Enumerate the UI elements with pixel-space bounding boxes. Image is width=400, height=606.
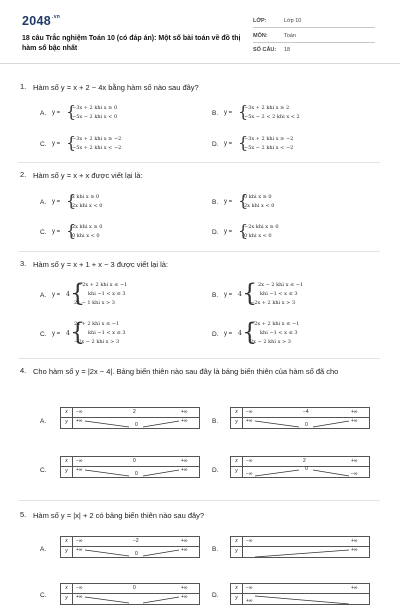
increasing-arrow bbox=[313, 421, 349, 427]
x-row-label: x bbox=[65, 458, 68, 464]
x-right-value: +∞ bbox=[181, 458, 188, 464]
option-letter-d[interactable]: D. bbox=[212, 592, 219, 599]
meta-divider bbox=[253, 27, 375, 28]
x-mid-value: 2 bbox=[133, 409, 136, 415]
case-line: −5x − 2 khi x < 0 bbox=[72, 114, 118, 120]
brace-icon: { bbox=[238, 102, 249, 121]
x-right-value: +∞ bbox=[351, 538, 358, 544]
decreasing-arrow bbox=[85, 470, 129, 476]
case-line: −2x − 2 khi x > 3 bbox=[74, 339, 120, 345]
x-row-label: x bbox=[65, 409, 68, 415]
x-right-value: +∞ bbox=[351, 585, 358, 591]
y-mid-value: 0 bbox=[305, 466, 308, 472]
option-letter-a[interactable]: A. bbox=[40, 199, 47, 206]
y-left-value: +∞ bbox=[76, 594, 83, 600]
option-letter-b[interactable]: B. bbox=[212, 418, 219, 425]
x-mid-value: 2 bbox=[303, 458, 306, 464]
variation-arrows bbox=[61, 584, 201, 606]
x-row-label: x bbox=[65, 585, 68, 591]
y-mid-value: 0 bbox=[135, 551, 138, 557]
option-function: y = bbox=[52, 110, 61, 116]
x-right-value: +∞ bbox=[181, 409, 188, 415]
x-row-label: x bbox=[235, 458, 238, 464]
case-value: 4 bbox=[66, 330, 70, 337]
option-letter-d[interactable]: D. bbox=[212, 229, 219, 236]
meta-value-count: 18 bbox=[284, 47, 291, 53]
option-letter-b[interactable]: B. bbox=[212, 199, 219, 206]
x-mid-value: −4 bbox=[303, 409, 309, 415]
option-letter-d[interactable]: D. bbox=[212, 141, 219, 148]
decreasing-arrow bbox=[85, 421, 129, 427]
increasing-arrow bbox=[143, 470, 179, 476]
brace-icon: { bbox=[238, 191, 249, 210]
brace-icon: { bbox=[66, 102, 77, 121]
option-letter-a[interactable]: A. bbox=[40, 292, 47, 299]
logo-text: 2048 bbox=[22, 14, 52, 28]
variation-table bbox=[230, 456, 370, 478]
y-row-label: y bbox=[235, 548, 238, 554]
variation-table bbox=[230, 583, 370, 605]
y-left-value: +∞ bbox=[246, 418, 253, 424]
y-right-value: +∞ bbox=[181, 594, 188, 600]
variation-arrows bbox=[231, 584, 371, 606]
option-function: y = bbox=[224, 229, 233, 235]
y-right-value: +∞ bbox=[351, 418, 358, 424]
option-letter-a[interactable]: A. bbox=[40, 418, 47, 425]
x-right-value: +∞ bbox=[181, 538, 188, 544]
case-line: −3x + 2 khi x ≥ 0 bbox=[72, 105, 118, 111]
option-letter-a[interactable]: A. bbox=[40, 110, 47, 117]
option-function: y = bbox=[224, 292, 233, 298]
brace-icon: { bbox=[238, 221, 249, 240]
x-left-value: −∞ bbox=[246, 458, 253, 464]
x-right-value: +∞ bbox=[351, 458, 358, 464]
y-left-value: −∞ bbox=[246, 471, 253, 477]
case-line: −3x + 2 khi x ≥ −2 bbox=[72, 136, 122, 142]
y-mid-value: 0 bbox=[305, 422, 308, 428]
question-text: Hàm số y = |x| + 2 có bảng biến thiên nào sau đây? bbox=[33, 511, 205, 520]
case-line: 0 khi x < 0 bbox=[244, 233, 272, 239]
case-line: 2x khi x < 0 bbox=[72, 203, 103, 209]
option-function: y = bbox=[52, 292, 61, 298]
question-text: Cho hàm số y = |2x − 4|. Bảng biến thiên nào sau đây là bảng biến thiên của hàm số đã cho bbox=[33, 367, 339, 376]
x-right-value: +∞ bbox=[351, 409, 358, 415]
question-text: Hàm số y = x + 2 − 4x bằng hàm số nào sau đây? bbox=[33, 83, 199, 92]
y-left-value: +∞ bbox=[246, 598, 253, 604]
option-function: y = bbox=[224, 110, 233, 116]
case-line: khi −1 < x ≤ 3 bbox=[88, 291, 126, 297]
case-line: −3x + 2 khi x ≥ −2 bbox=[244, 136, 294, 142]
case-line: x khi x ≥ 0 bbox=[72, 194, 100, 200]
x-right-value: +∞ bbox=[181, 585, 188, 591]
option-function: y = bbox=[52, 199, 61, 205]
meta-label-count: SỐ CÂU: bbox=[253, 47, 277, 53]
brace-icon: { bbox=[66, 133, 77, 152]
y-row-label: y bbox=[235, 595, 238, 601]
brace-icon: { bbox=[238, 133, 249, 152]
meta-value-subject: Toán bbox=[284, 33, 296, 39]
option-letter-b[interactable]: B. bbox=[212, 546, 219, 553]
option-function: y = bbox=[224, 141, 233, 147]
brace-icon: { bbox=[66, 221, 77, 240]
question-number: 4. bbox=[20, 366, 27, 375]
y-row-label: y bbox=[65, 595, 68, 601]
x-mid-value: 0 bbox=[133, 458, 136, 464]
y-row-label: y bbox=[65, 548, 68, 554]
option-letter-c[interactable]: C. bbox=[40, 331, 47, 338]
case-line: −2x + 2 khi x > 3 bbox=[250, 300, 296, 306]
variation-arrows bbox=[61, 457, 201, 479]
x-mid-value: 0 bbox=[133, 585, 136, 591]
question-number: 1. bbox=[20, 82, 27, 91]
option-letter-c[interactable]: C. bbox=[40, 467, 47, 474]
x-row-label: x bbox=[235, 585, 238, 591]
x-left-value: −∞ bbox=[76, 538, 83, 544]
decreasing-arrow bbox=[85, 597, 129, 603]
case-line: 2x − 1 khi x > 3 bbox=[74, 300, 115, 306]
variation-table bbox=[230, 536, 370, 558]
case-line: −5x − 2 khi x < −2 bbox=[244, 145, 294, 151]
meta-divider bbox=[253, 42, 375, 43]
meta-label-class: LỚP: bbox=[253, 18, 267, 24]
case-line: 0 khi x ≥ 0 bbox=[244, 194, 272, 200]
variation-arrows bbox=[61, 408, 201, 430]
x-left-value: −∞ bbox=[246, 538, 253, 544]
case-line: khi −1 < x ≤ 3 bbox=[88, 330, 126, 336]
y-row-label: y bbox=[65, 468, 68, 474]
case-line: −2x + 2 khi x ≤ −1 bbox=[78, 282, 128, 288]
x-row-label: x bbox=[65, 538, 68, 544]
y-row-label: y bbox=[235, 419, 238, 425]
variation-arrows bbox=[231, 457, 371, 479]
case-line: −5x + 2 khi x < −2 bbox=[72, 145, 122, 151]
question-divider bbox=[18, 500, 380, 501]
y-right-value: +∞ bbox=[181, 418, 188, 424]
variation-table bbox=[60, 456, 200, 478]
case-line: khi −1 < x ≤ 3 bbox=[260, 330, 298, 336]
case-line: 2x khi x < 0 bbox=[244, 203, 275, 209]
y-right-value: −∞ bbox=[351, 471, 358, 477]
logo-suffix: .vn bbox=[52, 14, 61, 20]
y-mid-value: 0 bbox=[135, 471, 138, 477]
question-divider bbox=[18, 251, 380, 252]
case-line: 2x − 2 khi x > 3 bbox=[250, 339, 291, 345]
variation-arrows bbox=[231, 408, 371, 430]
case-line: 2x + 2 khi x ≤ −1 bbox=[74, 321, 120, 327]
y-left-value: +∞ bbox=[76, 418, 83, 424]
question-number: 5. bbox=[20, 510, 27, 519]
decreasing-arrow bbox=[255, 596, 349, 604]
option-letter-d[interactable]: D. bbox=[212, 331, 219, 338]
brace-icon: { bbox=[70, 279, 86, 307]
case-line: −3x + 2 khi x ≥ 2 bbox=[244, 105, 290, 111]
y-mid-value: 0 bbox=[135, 422, 138, 428]
option-letter-c[interactable]: C. bbox=[40, 229, 47, 236]
question-text: Hàm số y = x + x được viết lại là: bbox=[33, 171, 143, 180]
variation-arrows bbox=[231, 537, 371, 559]
meta-value-class: Lớp 10 bbox=[284, 18, 302, 24]
option-letter-b[interactable]: B. bbox=[212, 110, 219, 117]
x-left-value: −∞ bbox=[246, 409, 253, 415]
case-line: −2x khi x ≥ 0 bbox=[244, 224, 279, 230]
option-letter-c[interactable]: C. bbox=[40, 141, 47, 148]
brace-icon: { bbox=[66, 191, 77, 210]
y-right-value: +∞ bbox=[181, 547, 188, 553]
option-letter-a[interactable]: A. bbox=[40, 546, 47, 553]
question-number: 2. bbox=[20, 170, 27, 179]
option-letter-b[interactable]: B. bbox=[212, 292, 219, 299]
option-letter-d[interactable]: D. bbox=[212, 467, 219, 474]
x-row-label: x bbox=[235, 409, 238, 415]
meta-label-subject: MÔN: bbox=[253, 33, 268, 39]
case-line: 0 khi x < 0 bbox=[72, 233, 100, 239]
x-mid-value: −2 bbox=[133, 538, 139, 544]
brace-icon: { bbox=[242, 279, 258, 307]
case-line: 2x − 2 khi x ≤ −1 bbox=[258, 282, 304, 288]
option-function: y = bbox=[224, 199, 233, 205]
brace-icon: { bbox=[242, 318, 258, 346]
page-header bbox=[0, 0, 400, 64]
option-function: y = bbox=[52, 229, 61, 235]
case-line: −5x − 2 < 2 khi x < 2 bbox=[244, 114, 300, 120]
decreasing-arrow bbox=[85, 550, 129, 556]
x-left-value: −∞ bbox=[76, 409, 83, 415]
case-line: khi −1 < x ≤ 3 bbox=[260, 291, 298, 297]
question-text: Hàm số y = x + 1 + x − 3 được viết lại là: bbox=[33, 260, 168, 269]
x-row-label: x bbox=[235, 538, 238, 544]
case-line: −2x + 2 khi x ≤ −1 bbox=[250, 321, 300, 327]
variation-table bbox=[230, 407, 370, 429]
brace-icon: { bbox=[70, 318, 86, 346]
decreasing-arrow bbox=[313, 470, 349, 476]
question-divider bbox=[18, 162, 380, 163]
y-left-value: +∞ bbox=[76, 467, 83, 473]
option-function: y = bbox=[52, 141, 61, 147]
document-title: 18 câu Trắc nghiệm Toán 10 (có đáp án): Một số bài toán về đồ thị hàm số bậc nhất bbox=[22, 35, 241, 52]
case-value: 4 bbox=[66, 291, 70, 298]
variation-table bbox=[60, 407, 200, 429]
variation-table bbox=[60, 583, 200, 605]
increasing-arrow bbox=[143, 597, 179, 603]
x-left-value: −∞ bbox=[246, 585, 253, 591]
site-logo[interactable] bbox=[22, 14, 60, 28]
decreasing-arrow bbox=[255, 421, 299, 427]
y-row-label: y bbox=[235, 468, 238, 474]
variation-arrows bbox=[61, 537, 201, 559]
y-left-value: +∞ bbox=[76, 547, 83, 553]
question-number: 3. bbox=[20, 259, 27, 268]
question-divider bbox=[18, 358, 380, 359]
option-letter-c[interactable]: C. bbox=[40, 592, 47, 599]
y-row-label: y bbox=[65, 419, 68, 425]
y-right-value: +∞ bbox=[181, 467, 188, 473]
case-value: 4 bbox=[238, 330, 242, 337]
y-right-value: +∞ bbox=[351, 547, 358, 553]
increasing-arrow bbox=[255, 470, 299, 476]
increasing-arrow bbox=[255, 550, 349, 557]
option-function: y = bbox=[52, 331, 61, 337]
option-function: y = bbox=[224, 331, 233, 337]
x-left-value: −∞ bbox=[76, 585, 83, 591]
case-value: 4 bbox=[238, 291, 242, 298]
increasing-arrow bbox=[143, 421, 179, 427]
x-left-value: −∞ bbox=[76, 458, 83, 464]
increasing-arrow bbox=[143, 550, 179, 556]
variation-table bbox=[60, 536, 200, 558]
case-line: 2x khi x ≥ 0 bbox=[72, 224, 103, 230]
